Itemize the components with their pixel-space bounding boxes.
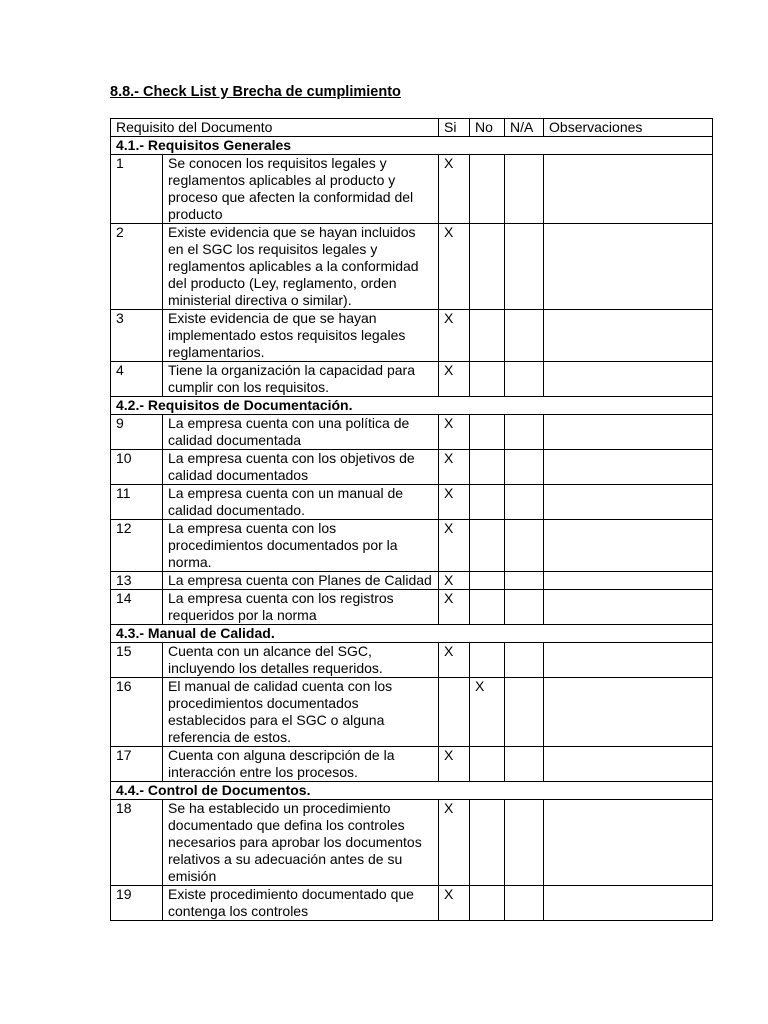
- table-row: [111, 310, 713, 362]
- no-cell: [470, 415, 505, 450]
- observations-cell: [544, 155, 713, 224]
- table-row: [111, 415, 713, 450]
- observations-cell: [544, 800, 713, 886]
- section-title: 4.4.- Control de Documentos.: [111, 782, 713, 800]
- requirement-number: 2: [111, 224, 163, 310]
- requirement-text: La empresa cuenta con una política de calidad documentada: [163, 415, 439, 450]
- na-cell: [505, 224, 544, 310]
- si-cell: X: [439, 485, 470, 520]
- no-cell: X: [470, 678, 505, 747]
- table-row: [111, 590, 713, 625]
- si-cell: X: [439, 572, 470, 590]
- requirement-number: 15: [111, 643, 163, 678]
- si-cell: X: [439, 747, 470, 782]
- no-cell: [470, 590, 505, 625]
- requirement-text: Se ha establecido un procedimiento documentado que defina los controles necesarios para aprobar los documentos relativos a su adecuación antes de su emisión: [163, 800, 439, 886]
- no-cell: [470, 485, 505, 520]
- observations-cell: [544, 450, 713, 485]
- requirement-text: El manual de calidad cuenta con los procedimientos documentados establecidos para el SGC o alguna referencia de estos.: [163, 678, 439, 747]
- na-cell: [505, 362, 544, 397]
- no-cell: [470, 643, 505, 678]
- no-cell: [470, 224, 505, 310]
- no-cell: [470, 362, 505, 397]
- na-cell: [505, 415, 544, 450]
- requirement-number: 12: [111, 520, 163, 572]
- header-na: N/A: [505, 119, 544, 137]
- requirement-number: 11: [111, 485, 163, 520]
- section-row: [111, 625, 713, 643]
- section-title: 4.2.- Requisitos de Documentación.: [111, 397, 713, 415]
- requirement-number: 17: [111, 747, 163, 782]
- document-title: 8.8.- Check List y Brecha de cumplimiento: [110, 84, 401, 100]
- observations-cell: [544, 224, 713, 310]
- na-cell: [505, 572, 544, 590]
- header-requirement: Requisito del Documento: [111, 119, 439, 137]
- na-cell: [505, 310, 544, 362]
- na-cell: [505, 155, 544, 224]
- header-observations: Observaciones: [544, 119, 713, 137]
- na-cell: [505, 643, 544, 678]
- na-cell: [505, 800, 544, 886]
- no-cell: [470, 572, 505, 590]
- requirement-text: La empresa cuenta con un manual de calidad documentado.: [163, 485, 439, 520]
- requirement-text: Cuenta con un alcance del SGC, incluyendo los detalles requeridos.: [163, 643, 439, 678]
- table-row: [111, 224, 713, 310]
- si-cell: X: [439, 643, 470, 678]
- no-cell: [470, 310, 505, 362]
- requirement-number: 10: [111, 450, 163, 485]
- observations-cell: [544, 485, 713, 520]
- table-row: [111, 800, 713, 886]
- requirement-text: Cuenta con alguna descripción de la interacción entre los procesos.: [163, 747, 439, 782]
- section-row: [111, 397, 713, 415]
- observations-cell: [544, 590, 713, 625]
- observations-cell: [544, 310, 713, 362]
- table-row: [111, 155, 713, 224]
- requirement-number: 18: [111, 800, 163, 886]
- requirement-text: Se conocen los requisitos legales y reglamentos aplicables al producto y proceso que afecten la conformidad del producto: [163, 155, 439, 224]
- na-cell: [505, 485, 544, 520]
- na-cell: [505, 886, 544, 921]
- si-cell: X: [439, 224, 470, 310]
- requirement-number: 9: [111, 415, 163, 450]
- requirement-text: Existe evidencia que se hayan incluidos en el SGC los requisitos legales y reglamentos aplicables a la conformidad del producto (Ley, reglamento, orden ministerial directiva o similar).: [163, 224, 439, 310]
- checklist-table: [110, 118, 713, 921]
- no-cell: [470, 450, 505, 485]
- section-title: 4.3.- Manual de Calidad.: [111, 625, 713, 643]
- observations-cell: [544, 747, 713, 782]
- requirement-text: La empresa cuenta con los objetivos de calidad documentados: [163, 450, 439, 485]
- observations-cell: [544, 362, 713, 397]
- section-row: [111, 137, 713, 155]
- requirement-number: 16: [111, 678, 163, 747]
- na-cell: [505, 520, 544, 572]
- si-cell: X: [439, 155, 470, 224]
- si-cell: [439, 678, 470, 747]
- header-si: Si: [439, 119, 470, 137]
- requirement-number: 4: [111, 362, 163, 397]
- requirement-text: Tiene la organización la capacidad para cumplir con los requisitos.: [163, 362, 439, 397]
- no-cell: [470, 155, 505, 224]
- requirement-number: 1: [111, 155, 163, 224]
- na-cell: [505, 590, 544, 625]
- no-cell: [470, 747, 505, 782]
- na-cell: [505, 678, 544, 747]
- si-cell: X: [439, 415, 470, 450]
- si-cell: X: [439, 590, 470, 625]
- observations-cell: [544, 678, 713, 747]
- observations-cell: [544, 886, 713, 921]
- observations-cell: [544, 572, 713, 590]
- si-cell: X: [439, 362, 470, 397]
- requirement-text: La empresa cuenta con Planes de Calidad: [163, 572, 439, 590]
- no-cell: [470, 886, 505, 921]
- requirement-number: 19: [111, 886, 163, 921]
- table-row: [111, 572, 713, 590]
- table-row: [111, 643, 713, 678]
- si-cell: X: [439, 310, 470, 362]
- observations-cell: [544, 643, 713, 678]
- section-title: 4.1.- Requisitos Generales: [111, 137, 713, 155]
- header-no: No: [470, 119, 505, 137]
- requirement-text: La empresa cuenta con los procedimientos documentados por la norma.: [163, 520, 439, 572]
- requirement-number: 13: [111, 572, 163, 590]
- header-row: [111, 119, 713, 137]
- checklist-body: [111, 119, 713, 921]
- requirement-number: 3: [111, 310, 163, 362]
- requirement-number: 14: [111, 590, 163, 625]
- si-cell: X: [439, 520, 470, 572]
- si-cell: X: [439, 886, 470, 921]
- requirement-text: La empresa cuenta con los registros requeridos por la norma: [163, 590, 439, 625]
- observations-cell: [544, 415, 713, 450]
- table-row: [111, 485, 713, 520]
- no-cell: [470, 520, 505, 572]
- si-cell: X: [439, 450, 470, 485]
- observations-cell: [544, 520, 713, 572]
- table-row: [111, 450, 713, 485]
- table-row: [111, 362, 713, 397]
- table-row: [111, 520, 713, 572]
- si-cell: X: [439, 800, 470, 886]
- table-row: [111, 747, 713, 782]
- table-row: [111, 886, 713, 921]
- requirement-text: Existe procedimiento documentado que contenga los controles: [163, 886, 439, 921]
- section-row: [111, 782, 713, 800]
- table-row: [111, 678, 713, 747]
- na-cell: [505, 747, 544, 782]
- na-cell: [505, 450, 544, 485]
- no-cell: [470, 800, 505, 886]
- requirement-text: Existe evidencia de que se hayan implementado estos requisitos legales reglamentarios.: [163, 310, 439, 362]
